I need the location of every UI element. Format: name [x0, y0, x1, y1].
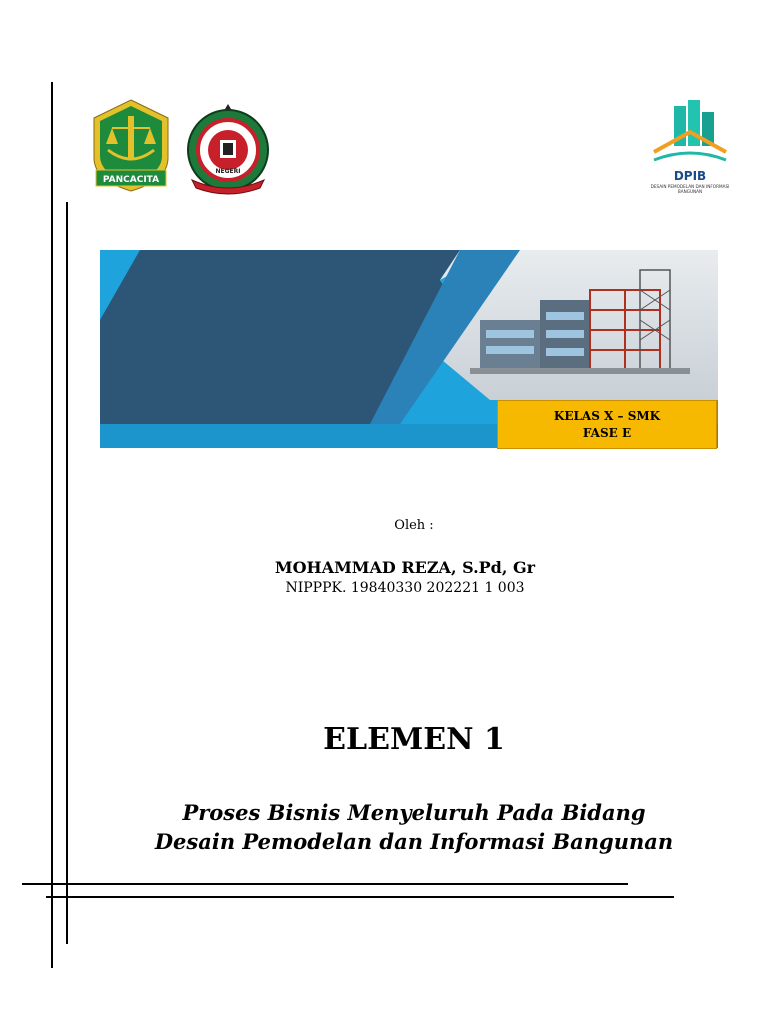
- kelas-line-2: FASE E: [582, 425, 632, 440]
- frame-line-bottom-1: [22, 883, 628, 885]
- author-nip: NIPPPK. 19840330 202221 1 003: [285, 580, 525, 596]
- kelas-badge: [497, 400, 717, 449]
- author-name: MOHAMMAD REZA, S.Pd, Gr: [274, 558, 536, 577]
- smk-label: NEGERI: [215, 168, 241, 175]
- dpib-logo: [640, 98, 740, 198]
- dpib-label: DPIB: [673, 169, 707, 183]
- pancacita-label: PANCACITA: [102, 175, 160, 185]
- frame-line-bottom-2: [46, 896, 674, 898]
- document-title: ELEMEN 1: [323, 722, 505, 757]
- document-subtitle: [0, 798, 768, 856]
- oleh-label: Oleh :: [394, 518, 434, 533]
- subtitle-line-1: Proses Bisnis Menyeluruh Pada Bidang: [182, 800, 646, 825]
- subtitle-line-2: Desain Pemodelan dan Informasi Bangunan: [154, 829, 674, 854]
- kelas-line-1: KELAS X – SMK: [553, 408, 661, 423]
- pancacita-emblem: [90, 98, 172, 193]
- dpib-caption: DESAIN PEMODELAN DAN INFORMASI BANGUNAN: [650, 184, 730, 194]
- smk-negeri-emblem: [180, 100, 276, 195]
